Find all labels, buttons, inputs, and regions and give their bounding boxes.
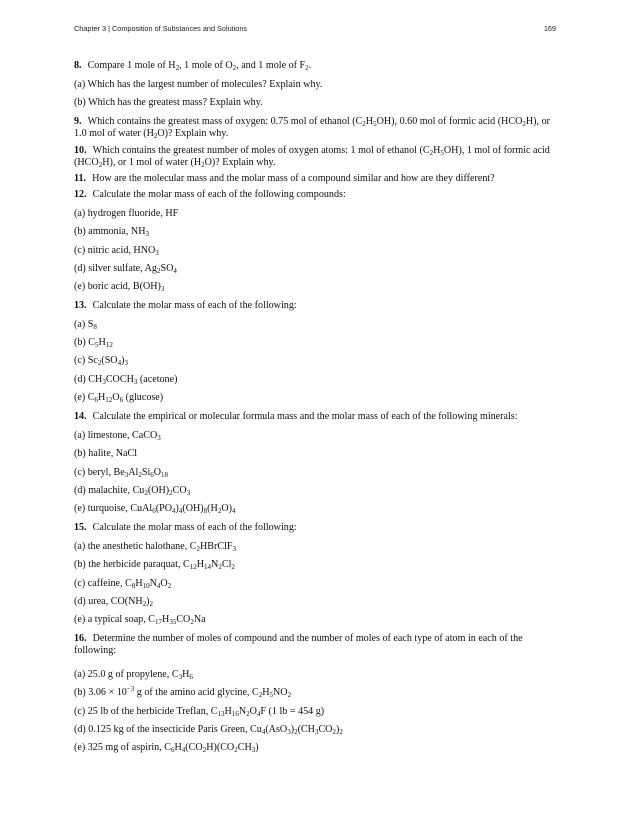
exercise-text: (d) $CH_3COCH_3$ (acetone): [74, 374, 178, 386]
exercise-part: [74, 430, 558, 442]
exercise-part: [74, 467, 558, 479]
exercise-text: (d) malachite, $Cu_2(OH)_2CO_3$: [74, 485, 191, 497]
exercise-part: [74, 208, 558, 220]
exercise-number: 13.: [74, 300, 87, 311]
exercise-text: (d) 0.125 kg of the insecticide Paris Green, $Cu_4(AsO_3)_2(CH_3CO_2)_2$: [74, 724, 343, 736]
exercise-part: [74, 614, 558, 626]
exercise-question: [74, 173, 558, 185]
exercise-text: Determine the number of moles of compound and the number of moles of each type of atom in each of the following:: [74, 633, 523, 657]
exercise-part: [74, 97, 558, 109]
exercise-text: (a) 25.0 g of propylene, $C_3H_6$: [74, 669, 193, 681]
exercise-number: 16.: [74, 633, 87, 644]
exercise-text: Calculate the molar mass of each of the following:: [92, 522, 297, 533]
exercise-text: (e) 325 mg of aspirin, $C_6H_4(CO_2H)(CO_2CH_3)$: [74, 742, 259, 754]
exercise-number: 15.: [74, 522, 87, 533]
exercise-part: [74, 392, 558, 404]
exercise-text: Which contains the greatest number of moles of oxygen atoms: 1 mol of ethanol $(C_2H_5OH)$, 1 mol of formic acid $(HCO_2H)$, or 1 mol of water $(H_2O)$? Explain why.: [74, 145, 550, 170]
exercise-question: [74, 116, 558, 140]
exercise-text: (e) turquoise, $CuAl_6(PO_4)_4(OH)_8(H_2O)_4$: [74, 503, 236, 515]
exercise-text: Calculate the empirical or molecular formula mass and the molar mass of each of the following minerals:: [92, 411, 518, 422]
exercise-number: 14.: [74, 411, 87, 422]
exercise-part: [74, 263, 558, 275]
exercise-part: [74, 541, 558, 553]
exercise-text: (c) nitric acid, $HNO_3$: [74, 245, 159, 257]
exercise-part: [74, 742, 558, 754]
exercise-number: 11.: [74, 173, 87, 184]
exercise-part: [74, 485, 558, 497]
exercise-text: (d) urea, $CO(NH_2)_2$: [74, 596, 154, 608]
exercise-part: [74, 559, 558, 571]
exercise-part: [74, 337, 558, 349]
exercise-text: (c) beryl, $Be_3Al_2Si_6O_{18}$: [74, 467, 169, 479]
exercise-text: (b) $C_5H_{12}$: [74, 337, 113, 349]
exercise-text: (a) Which has the largest number of molecules? Explain why.: [74, 79, 323, 90]
exercise-text: Compare 1 mole of $H_2$, 1 mole of $O_2$, and 1 mole of $F_2$.: [87, 60, 312, 72]
exercise-question: [74, 60, 558, 72]
running-header: [74, 24, 556, 38]
exercise-text: (b) $3.06 \times 10^{-3}$ g of the amino acid glycine, $C_2H_5NO_2$: [74, 685, 292, 699]
exercise-part: [74, 578, 558, 590]
exercise-text: (c) caffeine, $C_8H_{10}N_4O_2$: [74, 578, 172, 590]
exercise-text: (a) hydrogen fluoride, HF: [74, 208, 179, 219]
exercise-question: [74, 145, 558, 169]
exercise-part: [74, 706, 558, 718]
exercise-part: [74, 687, 558, 699]
exercise-part: [74, 374, 558, 386]
exercise-part: [74, 281, 558, 293]
exercise-number: 12.: [74, 189, 87, 200]
exercise-text: (b) the herbicide paraquat, $C_{12}H_{14}N_2Cl_2$: [74, 559, 235, 571]
exercise-part: [74, 355, 558, 367]
exercise-text: (a) $S_8$: [74, 319, 97, 331]
exercise-question: [74, 633, 558, 657]
exercise-part: [74, 596, 558, 608]
exercise-question: [74, 411, 558, 423]
exercise-text: (a) the anesthetic halothane, $C_2HBrClF_3$: [74, 541, 237, 553]
exercise-part: [74, 79, 558, 91]
exercise-part: [74, 448, 558, 460]
exercise-number: 8.: [74, 60, 82, 71]
exercise-text: (b) halite, NaCl: [74, 448, 138, 459]
exercise-text: (b) Which has the greatest mass? Explain why.: [74, 97, 263, 108]
exercise-text: How are the molecular mass and the molar mass of a compound similar and how are they different?: [92, 173, 495, 184]
exercise-text: Which contains the greatest mass of oxygen: 0.75 mol of ethanol $(C_2H_5OH)$, 0.60 mol of formic acid $(HCO_2H)$, or 1.0 mol of water $(H_2O)$? Explain why.: [74, 116, 550, 141]
exercise-question: [74, 189, 558, 201]
exercise-text: Calculate the molar mass of each of the following compounds:: [92, 189, 346, 200]
exercise-part: [74, 319, 558, 331]
exercise-number: 9.: [74, 116, 82, 127]
exercise-text: (c) 25 lb of the herbicide Treflan, $C_{13}H_{16}N_2O_4F$ (1 lb = 454 g): [74, 706, 325, 718]
exercise-part: [74, 503, 558, 515]
exercise-text: Calculate the molar mass of each of the following:: [92, 300, 297, 311]
exercise-part: [74, 669, 558, 681]
exercise-text: (e) a typical soap, $C_{17}H_{35}CO_2Na$: [74, 614, 206, 626]
exercise-part: [74, 226, 558, 238]
exercise-text: (c) $Sc_2(SO_4)_3$: [74, 355, 128, 367]
exercise-question: [74, 522, 558, 534]
exercise-number: 10.: [74, 145, 87, 156]
exercise-part: [74, 245, 558, 257]
exercise-question: [74, 300, 558, 312]
exercise-text: (e) boric acid, $B(OH)_3$: [74, 281, 165, 293]
chapter-title: Chapter 3 | Composition of Substances and Solutions: [74, 24, 248, 33]
exercise-text: (e) $C_6H_{12}O_6$ (glucose): [74, 392, 164, 404]
exercise-text: (a) limestone, CaCO$_3$: [74, 430, 161, 442]
exercise-part: [74, 724, 558, 736]
page-number: 169: [543, 24, 556, 33]
exercise-text: (d) silver sulfate, $Ag_2SO_4$: [74, 263, 177, 275]
exercise-text: (b) ammonia, $NH_3$: [74, 226, 149, 238]
